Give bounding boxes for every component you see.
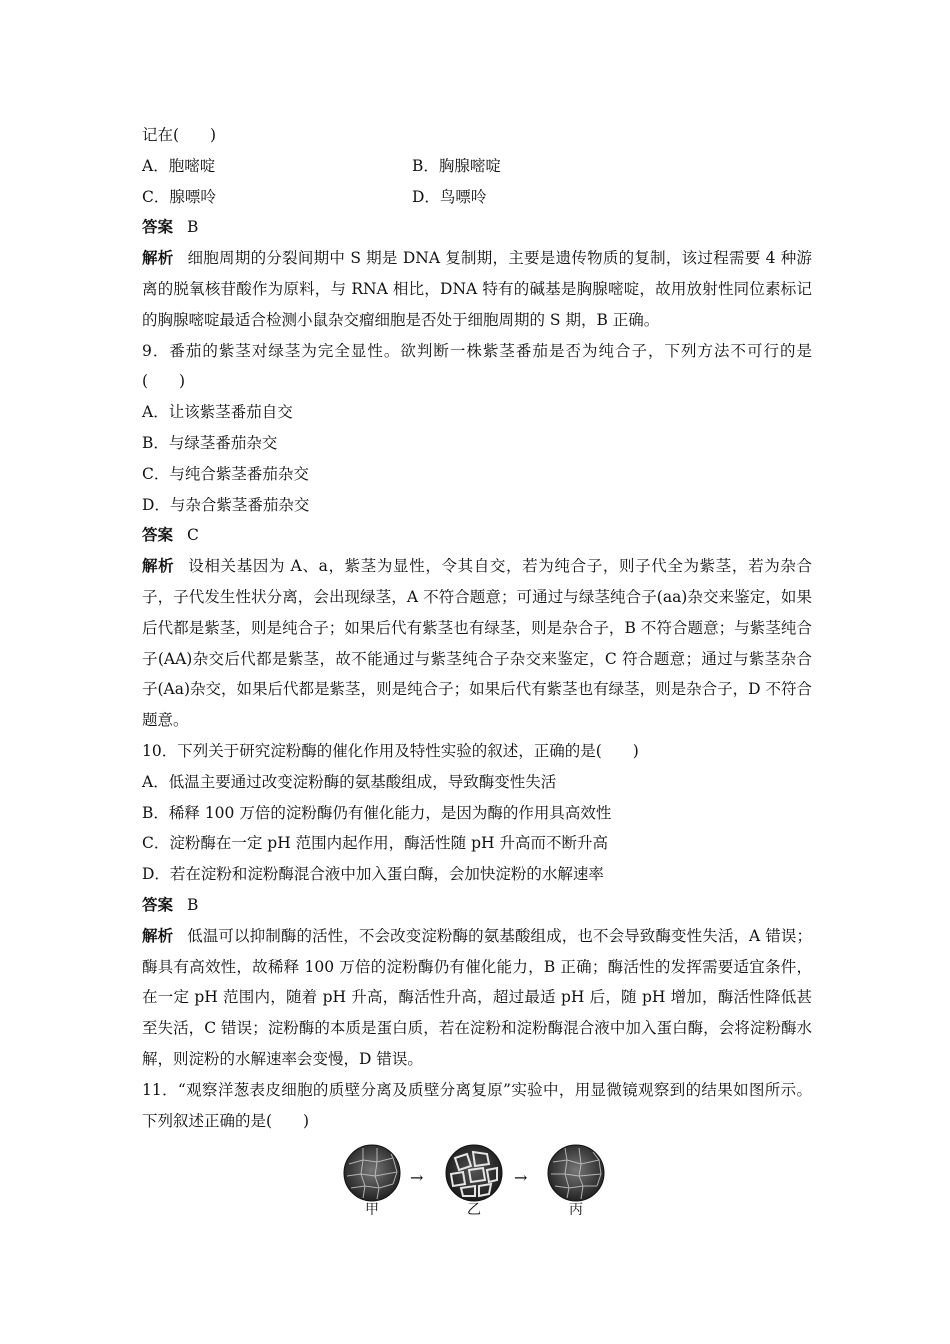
q10-option-a: A．低温主要通过改变淀粉酶的氨基酸组成，导致酶变性失活 <box>142 772 557 791</box>
q9-option-d: D．与杂合紫茎番茄杂交 <box>142 495 310 514</box>
q8-answer <box>142 212 812 243</box>
q10-explanation <box>142 921 812 1075</box>
cell-image-yi <box>445 1144 503 1202</box>
answer-label: 答案 <box>142 217 174 237</box>
q8-explanation-text: 细胞周期的分裂间期中 S 期是 DNA 复制期，主要是遗传物质的复制，该过程需要 4 种游离的脱氧核苷酸作为原料，与 RNA 相比，DNA 特有的碱基是胸腺嘧啶，故用放射性同位素标记的胸腺嘧啶最适合检测小鼠杂交瘤细胞是否处于细胞周期的 S 期，B 正确。 <box>142 249 812 329</box>
cell-image-jia <box>343 1144 401 1202</box>
q8-option-b: B．胸腺嘧啶 <box>412 156 501 175</box>
answer-label: 答案 <box>142 894 174 914</box>
arrow-2: → <box>514 1168 528 1188</box>
q9-option-a: A．让该紫茎番茄自交 <box>142 403 293 422</box>
q9-option-c: C．与纯合紫茎番茄杂交 <box>142 464 309 483</box>
q8-options-row-2 <box>142 182 812 213</box>
cell-image-bing <box>547 1144 605 1202</box>
microscope-figure <box>142 1144 812 1224</box>
q9-answer <box>142 520 812 551</box>
q8-option-c: C．腺嘌呤 <box>142 187 216 206</box>
figure-label-jia: 甲 <box>365 1202 379 1219</box>
arrow-1: → <box>410 1168 424 1188</box>
q10-explanation-text: 低温可以抑制酶的活性，不会改变淀粉酶的氨基酸组成，也不会导致酶变性失活，A 错误；酶具有高效性，故稀释 100 万倍的淀粉酶仍有催化能力，B 正确；酶活性的发挥需要适宜条件，在一定 pH 范围内，随着 pH 升高，酶活性升高，超过最适 pH 后，随 pH 增加，酶活性降低甚至失活，C 错误；淀粉酶的本质是蛋白质，若在淀粉和淀粉酶混合液中加入蛋白酶，会将淀粉酶水解，则淀粉的水解速率会变慢，D 错误。 <box>142 926 812 1068</box>
q8-answer-value: B <box>187 218 199 237</box>
q10-answer <box>142 890 812 921</box>
explanation-label: 解析 <box>142 556 175 576</box>
q9-option-b: B．与绿茎番茄杂交 <box>142 433 278 452</box>
explanation-label: 解析 <box>142 925 174 945</box>
q10-option-c: C．淀粉酶在一定 pH 范围内起作用，酶活性随 pH 升高而不断升高 <box>142 834 608 853</box>
q9-answer-value: C <box>187 526 199 545</box>
cell-view-bing <box>546 1144 606 1218</box>
q8-explanation <box>142 243 812 335</box>
document-page <box>142 120 812 1224</box>
figure-label-bing: 丙 <box>569 1202 583 1219</box>
explanation-label: 解析 <box>142 248 174 268</box>
answer-label: 答案 <box>142 525 174 545</box>
cell-view-yi <box>444 1144 504 1218</box>
q8-option-a: A．胞嘧啶 <box>142 156 216 175</box>
figure-label-yi: 乙 <box>467 1202 481 1219</box>
cell-view-jia <box>342 1144 402 1218</box>
q10-option-d: D．若在淀粉和淀粉酶混合液中加入蛋白酶，会加快淀粉的水解速率 <box>142 865 604 884</box>
q9-stem: 9．番茄的紫茎对绿茎为完全显性。欲判断一株紫茎番茄是否为纯合子，下列方法不可行的是( ) <box>142 341 812 391</box>
q8-stem-tail: 记在( ) <box>142 126 217 144</box>
q10-stem: 10．下列关于研究淀粉酶的催化作用及特性实验的叙述，正确的是( ) <box>142 741 639 760</box>
q9-explanation-text: 设相关基因为 A、a，紫茎为显性，令其自交，若为纯合子，则子代全为紫茎，若为杂合子，子代发生性状分离，会出现绿茎，A 不符合题意；可通过与绿茎纯合子(aa)杂交来鉴定，如果后代都是紫茎，则是纯合子；如果后代有紫茎也有绿茎，则是杂合子，B 不符合题意；与紫茎纯合子(AA)杂交后代都是紫茎，故不能通过与紫茎纯合子杂交来鉴定，C 符合题意；通过与紫茎杂合子(Aa)杂交，如果后代都是紫茎，则是纯合子；如果后代有紫茎也有绿茎，则是杂合子，D 不符合题意。 <box>142 557 812 730</box>
q8-option-d: D．鸟嘌呤 <box>412 187 487 206</box>
q11-stem: 11．“观察洋葱表皮细胞的质壁分离及质壁分离复原”实验中，用显微镜观察到的结果如图所示。下列叙述正确的是( ) <box>142 1080 812 1130</box>
q9-explanation <box>142 551 812 736</box>
q8-options-row-1 <box>142 151 812 182</box>
q10-answer-value: B <box>187 895 199 914</box>
q10-option-b: B．稀释 100 万倍的淀粉酶仍有催化能力，是因为酶的作用具高效性 <box>142 803 612 822</box>
